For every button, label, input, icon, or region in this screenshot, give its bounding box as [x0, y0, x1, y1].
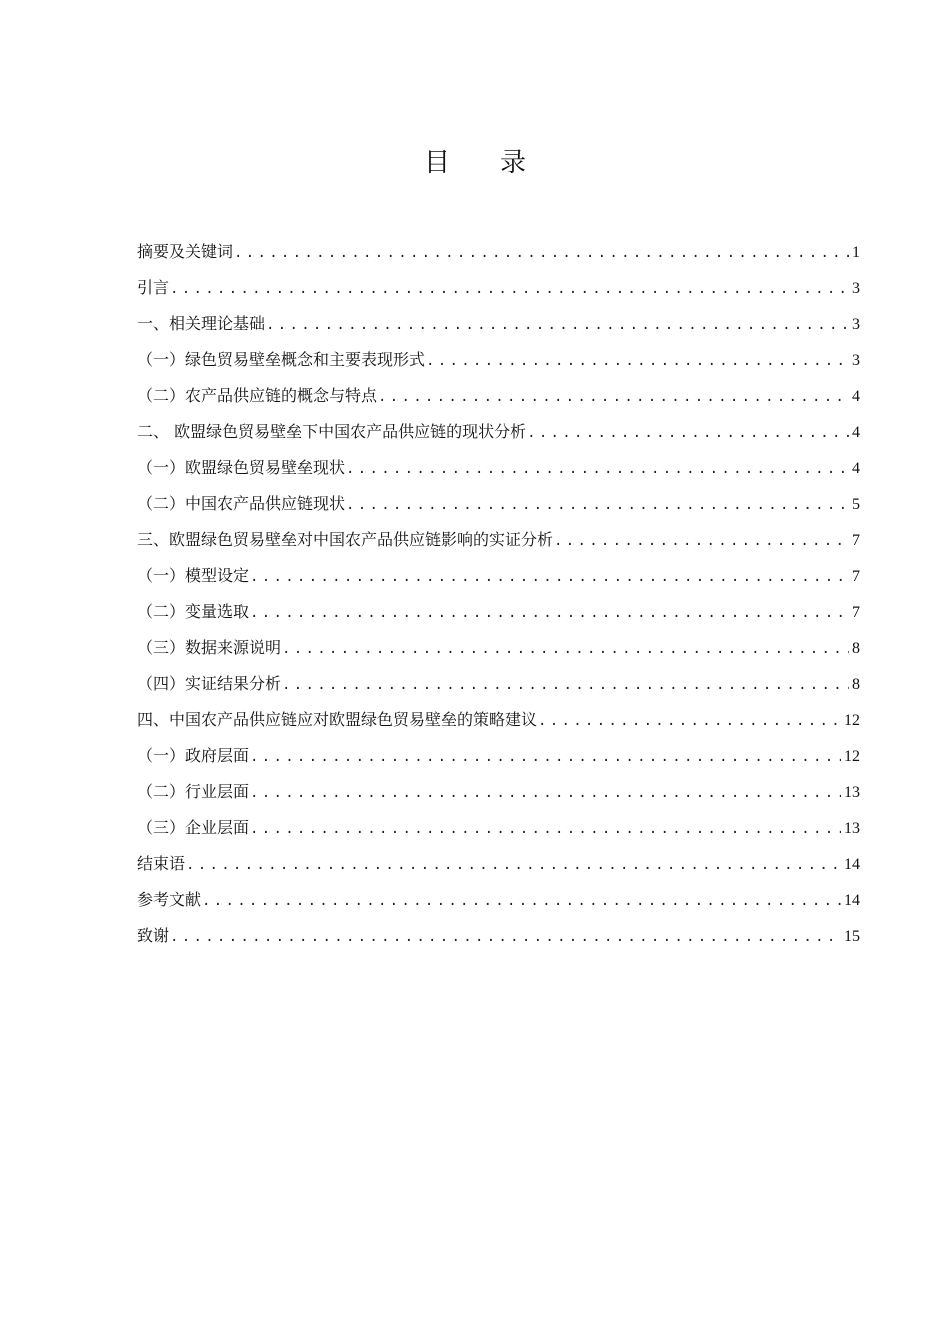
toc-entry-page: 14	[844, 856, 860, 873]
toc-entry-page: 8	[852, 676, 860, 693]
toc-entry-label: （一）绿色贸易壁垒概念和主要表现形式	[137, 350, 426, 369]
toc-entry-label: （二）变量选取	[137, 602, 250, 621]
toc-entry-label: （三）企业层面	[137, 818, 250, 837]
toc-entry[interactable]	[137, 846, 860, 882]
table-of-contents	[137, 234, 860, 954]
toc-entry[interactable]	[137, 630, 860, 666]
toc-leader-dots	[233, 235, 849, 271]
toc-leader-dots	[345, 487, 849, 523]
toc-leader-dots	[425, 343, 849, 379]
toc-leader-dots	[345, 451, 849, 487]
toc-entry-label: （一）模型设定	[137, 566, 250, 585]
toc-entry[interactable]	[137, 774, 860, 810]
toc-entry-page: 4	[852, 424, 860, 441]
toc-leader-dots	[249, 811, 841, 847]
toc-leader-dots	[169, 919, 841, 955]
toc-entry-label: 一、相关理论基础	[137, 314, 266, 333]
toc-leader-dots	[265, 307, 849, 343]
toc-entry-page: 12	[844, 712, 860, 729]
toc-entry[interactable]	[137, 378, 860, 414]
toc-leader-dots	[185, 847, 841, 883]
toc-entry-page: 7	[852, 532, 860, 549]
toc-leader-dots	[377, 379, 849, 415]
toc-entry-label: （二）农产品供应链的概念与特点	[137, 386, 378, 405]
toc-entry[interactable]	[137, 666, 860, 702]
toc-entry[interactable]	[137, 558, 860, 594]
toc-entry[interactable]	[137, 234, 860, 270]
toc-entry-label: （三）数据来源说明	[137, 638, 282, 657]
toc-entry[interactable]	[137, 738, 860, 774]
toc-leader-dots	[249, 559, 849, 595]
toc-entry-page: 3	[852, 280, 860, 297]
toc-leader-dots	[553, 523, 849, 559]
toc-entry[interactable]	[137, 810, 860, 846]
toc-entry[interactable]	[137, 882, 860, 918]
toc-entry[interactable]	[137, 342, 860, 378]
toc-entry-page: 13	[844, 820, 860, 837]
toc-entry-label: 二、 欧盟绿色贸易壁垒下中国农产品供应链的现状分析	[137, 422, 527, 441]
toc-entry-label: （一）欧盟绿色贸易壁垒现状	[137, 458, 346, 477]
toc-entry-page: 7	[852, 568, 860, 585]
toc-entry-label: 四、中国农产品供应链应对欧盟绿色贸易壁垒的策略建议	[137, 710, 538, 729]
toc-entry[interactable]	[137, 306, 860, 342]
toc-entry[interactable]	[137, 522, 860, 558]
toc-entry-label: 致谢	[137, 926, 170, 945]
title-char: 录	[500, 148, 527, 178]
toc-entry[interactable]	[137, 702, 860, 738]
toc-entry[interactable]	[137, 450, 860, 486]
toc-leader-dots	[249, 775, 841, 811]
toc-entry-page: 1	[852, 244, 860, 261]
toc-entry-page: 13	[844, 784, 860, 801]
toc-entry-label: （一）政府层面	[137, 746, 250, 765]
toc-leader-dots	[281, 667, 849, 703]
toc-leader-dots	[537, 703, 841, 739]
toc-entry-label: 结束语	[137, 854, 186, 873]
title-char: 目	[423, 148, 450, 178]
toc-entry[interactable]	[137, 270, 860, 306]
toc-entry-page: 4	[852, 460, 860, 477]
toc-entry-page: 3	[852, 352, 860, 369]
toc-entry-page: 15	[844, 928, 860, 945]
toc-entry-label: 三、欧盟绿色贸易壁垒对中国农产品供应链影响的实证分析	[137, 530, 554, 549]
toc-entry-label: 摘要及关键词	[137, 242, 234, 261]
toc-entry-page: 4	[852, 388, 860, 405]
toc-entry[interactable]	[137, 414, 860, 450]
toc-entry-page: 5	[852, 496, 860, 513]
toc-entry-page: 12	[844, 748, 860, 765]
toc-entry[interactable]	[137, 594, 860, 630]
toc-entry-page: 7	[852, 604, 860, 621]
toc-entry-label: 参考文献	[137, 890, 202, 909]
toc-entry-label: （四）实证结果分析	[137, 674, 282, 693]
page-title	[0, 143, 950, 183]
toc-leader-dots	[281, 631, 849, 667]
toc-leader-dots	[249, 595, 849, 631]
toc-entry-page: 3	[852, 316, 860, 333]
toc-entry[interactable]	[137, 918, 860, 954]
toc-leader-dots	[249, 739, 841, 775]
toc-entry-label: （二）行业层面	[137, 782, 250, 801]
toc-leader-dots	[169, 271, 849, 307]
toc-entry[interactable]	[137, 486, 860, 522]
toc-entry-label: 引言	[137, 278, 170, 297]
toc-entry-label: （二）中国农产品供应链现状	[137, 494, 346, 513]
toc-leader-dots	[526, 415, 849, 451]
toc-entry-page: 8	[852, 640, 860, 657]
toc-leader-dots	[201, 883, 841, 919]
toc-entry-page: 14	[844, 892, 860, 909]
